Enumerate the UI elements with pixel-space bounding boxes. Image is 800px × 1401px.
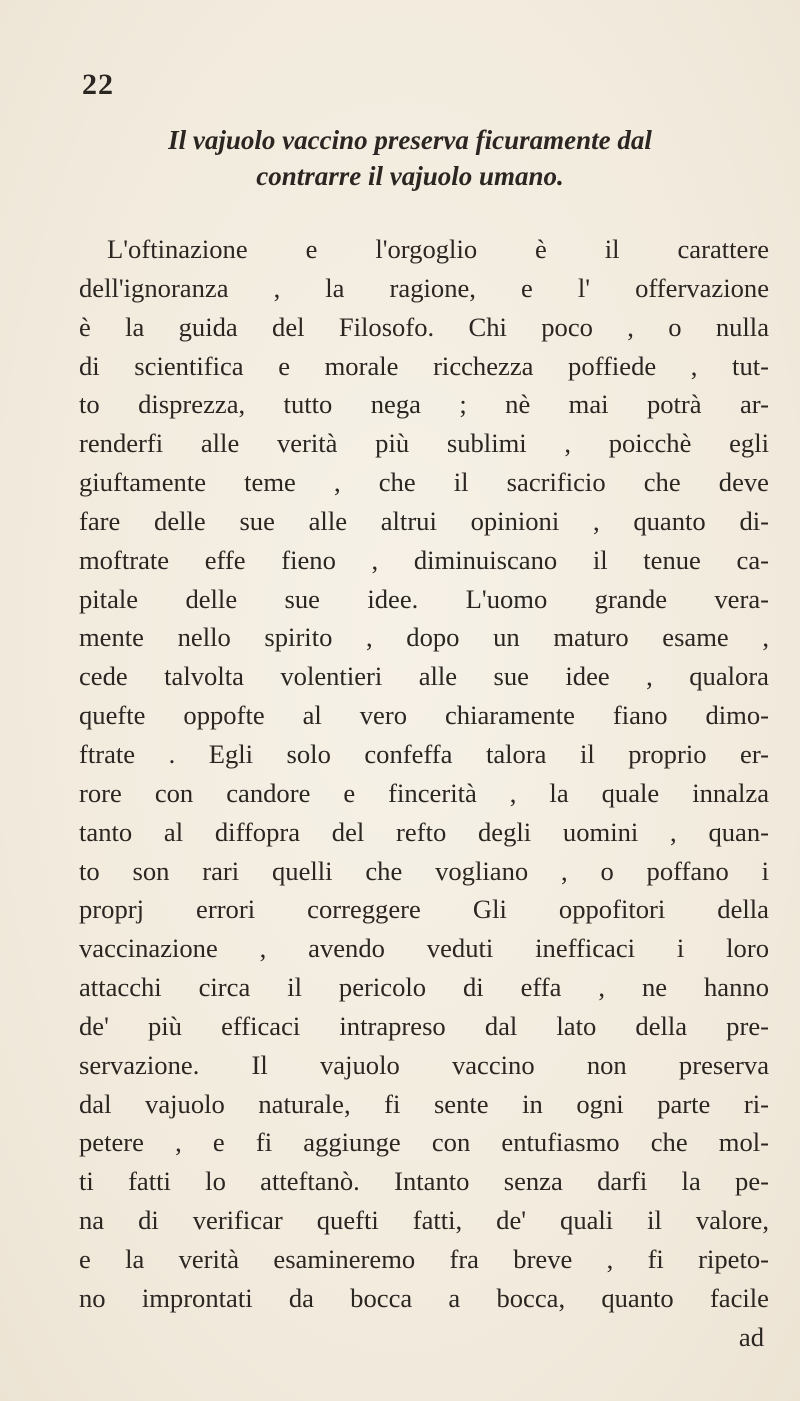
text-line: attacchi circa il pericolo di effa , ne hanno [79, 972, 769, 1003]
text-line: L'oftinazione e l'orgoglio è il carattere [107, 234, 769, 264]
text-line: servazione. Il vajuolo vaccino non preserva [79, 1049, 769, 1080]
text-line: to disprezza, tutto nega ; nè mai potrà ar- [79, 389, 769, 420]
text-line: proprj errori correggere Gli oppofitori della [79, 894, 769, 925]
text-line: dal vajuolo naturale, fi sente in ogni parte ri- [79, 1088, 769, 1119]
heading-line: contrarre il vajuolo umano. [256, 161, 564, 191]
section-heading [60, 122, 760, 194]
text-line: cede talvolta volentieri alle sue idee , qualora [79, 661, 769, 692]
heading-line: Il vajuolo vaccino preserva ficuramente dal [168, 125, 652, 155]
body-text [79, 230, 769, 1356]
text-line: tanto al diffopra del refto degli uomini , quan- [79, 816, 769, 847]
text-line: pitale delle sue idee. L'uomo grande vera- [79, 583, 769, 614]
text-line: to son rari quelli che vogliano , o poffano i [79, 855, 769, 886]
text-line: petere , e fi aggiunge con entufiasmo che mol- [79, 1127, 769, 1158]
text-line: na di verificar quefti fatti, de' quali il valore, [79, 1205, 769, 1236]
text-line: e la verità esamineremo fra breve , fi ripeto- [79, 1243, 769, 1274]
text-line: ftrate . Egli solo confeffa talora il proprio er- [79, 738, 769, 769]
text-line: de' più efficaci intrapreso dal lato della pre- [79, 1010, 769, 1041]
catchword: ad [738, 1321, 764, 1352]
text-line: di scientifica e morale ricchezza poffiede , tut- [79, 350, 769, 381]
page-number: 22 [82, 68, 114, 101]
text-line: no improntati da bocca a bocca, quanto facile [79, 1282, 769, 1313]
text-line: fare delle sue alle altrui opinioni , quanto di- [79, 505, 769, 536]
text-line: moftrate effe fieno , diminuiscano il tenue ca- [79, 544, 769, 575]
text-line: dell'ignoranza , la ragione, e l' offervazione [79, 272, 769, 303]
text-line: è la guida del Filosofo. Chi poco , o nulla [79, 311, 769, 342]
text-line: renderfi alle verità più sublimi , poicchè egli [79, 428, 769, 459]
text-line: vaccinazione , avendo veduti inefficaci i loro [79, 933, 769, 964]
text-line: ti fatti lo atteftanò. Intanto senza darfi la pe- [79, 1166, 769, 1197]
text-line: giuftamente teme , che il sacrificio che deve [79, 467, 769, 498]
text-line: rore con candore e fincerità , la quale innalza [79, 777, 769, 808]
text-line: quefte oppofte al vero chiaramente fiano dimo- [79, 700, 769, 731]
text-line: mente nello spirito , dopo un maturo esame , [79, 622, 769, 653]
